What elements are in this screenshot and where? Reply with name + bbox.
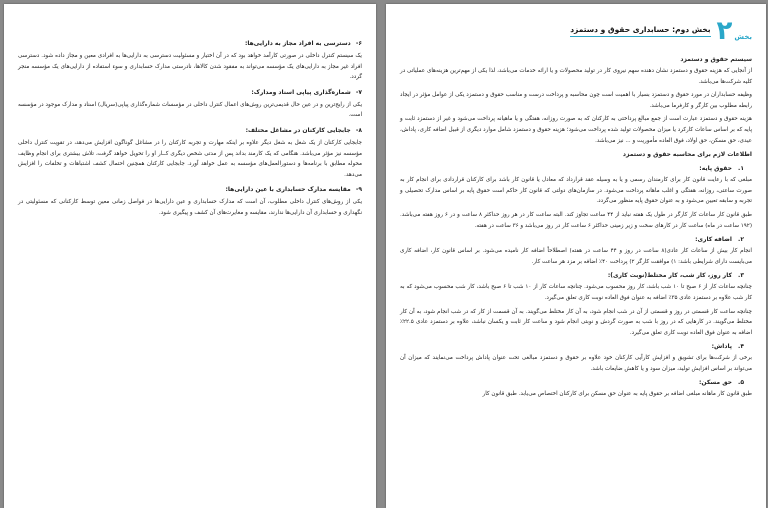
section-number: ۶-: [355, 40, 362, 47]
item-title: حقوق پایه:: [699, 165, 732, 173]
chapter-number: ۲: [716, 16, 733, 46]
section-title: جابجایی کارکنان در مشاغل مختلف:: [245, 126, 351, 134]
section-number: ۷-: [355, 88, 362, 96]
document-page-left: [4, 4, 376, 508]
item-heading: [400, 341, 744, 352]
section-heading: [18, 125, 362, 136]
item-number: ۳.: [738, 272, 744, 280]
section-title: مقایسه مدارک حسابداری با عین دارایی‌ها:: [225, 186, 351, 194]
document-page-right: [386, 4, 766, 508]
intro-paragraph: هزینه حقوق و دستمزد عبارت است از جمع مبالغ پرداختی به کارکنان که به صورت روزانه، هفتگی و یا ماهیانه پرداخت می‌شود و غیر از دستمزد ثابت و پایه که بر اساس ساعات کارکرد یا میزان محصولات تولید شده پرداخت می‌شود؛ هزینه حقوق و دستمزد شامل موارد دیگری از قبیل اضافه کاری، پاداش، عیدی، حق مسکن، حق اولاد، فوق العاده مأموریت و ... نیز می‌باشد.: [400, 116, 752, 144]
item-number: ۵.: [738, 379, 744, 387]
section-paragraph: یک سیستم کنترل داخلی در صورتی کارآمد خواهد بود که در آن اختیار و مسئولیت دسترسی به دارایی‌ها به افرادی معین و مجاز داده شود. دسترسی افراد غیر مجاز به دارایی‌های یک مؤسسه می‌تواند به مفقود شدن کالاها، نادرستی مدارک حسابداری و سوء استفاده از دارایی‌های یک مؤسسه منجر گردد.: [18, 53, 362, 81]
section-number: ۹-: [355, 186, 362, 194]
item-paragraph: چنانچه ساعت کار قسمتی در روز و قسمتی از آن در شب انجام شود، به آن کار مختلط می‌گویند. به آن قسمت از کار که در شب انجام شود، به آن کار مختلط می‌گویند. در کارهایی که در روز با شب به صورت گردش و نوبتی انجام شود و ساعت کار ثابت و یکسان نباشد، علاوه بر دستمزد عادی ۲۲.۵٪ اضافه به عنوان فوق العاده نوبت کاری تعلق می‌گیرد.: [400, 308, 752, 336]
item-number: ۴.: [738, 343, 744, 351]
chapter-word: بخش: [734, 33, 752, 41]
section-paragraph: جابجایی کارکنان از یک شغل به شغل دیگر علاوه بر اینکه مهارت و تجربه کارکنان را در مشاغل گوناگون افزایش می‌دهد، در تقویت کنترل داخلی مؤسسه نیز مؤثر می‌باشد. هنگامی که یک کارمند بداند پس از مدتی شخص دیگری کــار او را تحویل خواهد گرفت، تلاش بیشتری برای انجام وظایف محوله مطابق با برنامه‌ها و دستورالعمل‌های مؤسسه به عمل خواهد آورد. جابجایی کارکنان همچنین احتمال کشف اشتباهات و تخلفات را افزایش می‌دهد.: [18, 139, 362, 178]
item-title: پاداش:: [711, 343, 732, 351]
info-heading: اطلاعات لازم برای محاسبه حقوق و دستمزد: [622, 151, 752, 159]
item-number: ۱.: [738, 165, 744, 173]
section-number: ۸-: [355, 126, 362, 134]
chapter-title: بخش دوم: حسابداری حقوق و دستمزد: [570, 25, 710, 37]
section-heading: [18, 38, 362, 49]
intro-heading: سیستم حقوق و دستمزد: [680, 56, 752, 63]
item-heading: [400, 270, 744, 281]
item-paragraph: مبلغی که با رعایت قانون کار برای کارمندان رسمی و یا به وسیله عقد قرارداد که معادل یا قانون کار باشد برای کارکنان قراردادی برای انجام کار به صورت ساعتی، روزانه، هفتگی و اغلب ماهانه پرداخت می‌شود. در سازمان‌های دولتی که قانون کار حاکم است حقوق پایه بر اساس مدارک تحصیلی و تجربه و سابقه تعیین می‌شود و به عنوان حقوق پایه منظور می‌گردد.: [400, 177, 752, 205]
chapter-badge: [717, 18, 752, 44]
item-title: کار روز، کار شب، کار مختلط(نوبت کاری):: [607, 272, 732, 280]
section-heading: [18, 87, 362, 98]
intro-paragraph: وظیفه حسابداران در مورد حقوق و دستمزد بسیار با اهمیت است چون محاسبه و پرداخت درست و مناسب حقوق و دستمزد یکی از عوامل مؤثر در ایجاد رابطه مطلوب بین کارگر و کارفرما می‌باشد.: [400, 92, 752, 109]
section-heading: [18, 184, 362, 195]
chapter-header: [400, 18, 752, 44]
item-paragraph: طبق قانون کار ماهانه مبلغی اضافه بر حقوق پایه به عنوان حق مسکن برای کارکنان اختصاص می‌یابد. طبق قانون کار: [482, 391, 752, 398]
item-heading: [400, 163, 744, 174]
section-paragraph: یکی از روش‌های کنترل داخلی مطلوب، آن است که مدارک حسابداری و عین دارایی‌ها در فواصل زمانی معین توسط کارکنانی که مسئولیتی در نگهداری و حسابداری آن دارایی‌ها ندارند، مقایسه و مغایرت‌های آن کشف و پیگیری شود.: [18, 199, 362, 216]
item-paragraph: انجام کار بیش از ساعات کار عادی(۸ ساعت در روز و ۴۴ ساعت در هفته) اصطلاحاً اضافه کار نامیده می‌شود. بر اساس قانون کار، اضافه کاری می‌بایست دارای شرایطی باشد: ۱) موافقت کارگر ۲) پرداخت ۴۰٪ اضافه بر مزد هر ساعت کار.: [400, 248, 752, 265]
item-paragraph: برخی از شرکت‌ها برای تشویق و افزایش کارآیی کارکنان خود علاوه بر حقوق و دستمزد مبالغی تحت عنوان پاداش پرداخت می‌نمایند که میزان آن می‌تواند بر اساس افزایش تولید، میزان سود و یا کاهش ضایعات باشد.: [400, 355, 752, 372]
item-title: حق مسکن:: [699, 379, 732, 387]
section-paragraph: یکی از رایج‌ترین و در عین حال قدیمی‌ترین روش‌های اعمال کنترل داخلی در مؤسسات شماره‌گذاری پیاپی(سریال) اسناد و مدارک موجود در مؤسسه است.: [18, 101, 362, 119]
section-title: دسترسی به افراد مجاز به دارایی‌ها:: [244, 40, 351, 47]
item-heading: [400, 234, 744, 245]
section-title: شماره‌گذاری پیاپی اسناد ومدارک:: [251, 88, 351, 96]
intro-paragraph: از آنجایی که هزینه حقوق و دستمزد نشان دهنده سهم نیروی کار در تولید محصولات و یا ارائه خدمات می‌باشد، لذا یکی از مهم‌ترین هزینه‌های عملیاتی در کلیه شرکت‌ها می‌باشد.: [400, 68, 752, 85]
item-heading: [400, 377, 744, 388]
item-paragraph: طبق قانون کار ساعات کار کارگر در طول یک هفته نباید از ۴۴ ساعت تجاوز کند. البته ساعت کار در هر روز حداکثر ۸ ساعت و در ۶ روز هفته می‌باشد. (۱۹۲ ساعت در ماه) ساعت کار در کارهای سخت و زیر زمینی حداکثر ۶ ساعت کار در روز می‌باشد و ۳۶ ساعت در هفته.: [400, 211, 752, 229]
item-number: ۲.: [738, 236, 744, 244]
item-title: اضافه کاری:: [695, 236, 732, 244]
item-paragraph: چنانچه ساعات کار از ۶ صبح تا ۱۰ شب باشد، کار روز محسوب می‌شود. چنانچه ساعات کار از ۱۰ شب تا ۶ صبح باشد، کار شب محسوب می‌شود که به کار شب علاوه بر دستمزد عادی ۳۵٪ اضافه به عنوان فوق العاده نوبت کاری تعلق می‌گیرد.: [400, 284, 752, 301]
